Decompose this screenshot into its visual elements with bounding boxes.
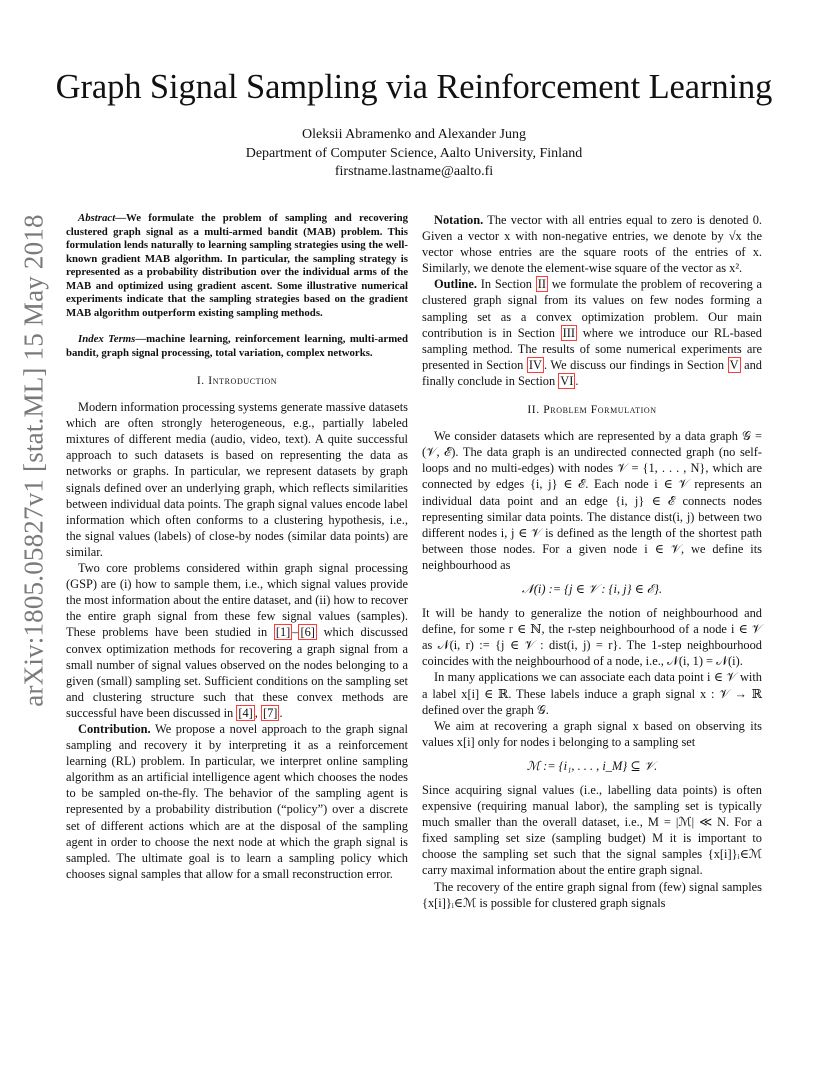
section-link-iv[interactable]: IV — [528, 357, 542, 372]
outline-text-b: we formulate the problem of recovering a clustered graph signal from its values on few nodes forming a sampling set as a convex optimization problem. Our main contribution is in Section — [422, 277, 762, 340]
notation-text: The vector with all entries equal to zero is denoted 0. Given a vector x with non-negative entries, we denote by √x the vector whose entries are the square roots of the entries of x. Similarly, we denote the element-wise square of the vector as x². — [422, 213, 762, 276]
notation-paragraph — [422, 212, 762, 276]
contribution-lead: Contribution. — [78, 721, 151, 736]
equation-neighbourhood: 𝒩(i) := {j ∈ 𝒱 : {i, j} ∈ ℰ}. — [521, 581, 663, 596]
abstract-lead: Abstract — [78, 212, 116, 224]
section-link-ii[interactable]: II — [537, 277, 546, 292]
intro-paragraph-1: Modern information processing systems generate massive datasets which are often strongly heterogeneous, e.g., partially labeled mixtures of different media (audio, video, text). A quite successful approach to such datasets is based on representing the data as networks or graphs. In particular, we represent datasets by graph signals defined over an underlying graph, which reflects similarities between individual data points. The graph signal values encode label information which often conforms to a clustering hypothesis, i.e., the signal values (labels) of close-by nodes (similar data points) are similar. — [66, 400, 408, 559]
outline-text-a: In Section — [477, 277, 536, 292]
arxiv-stamp — [4, 213, 64, 707]
arxiv-id-text: arXiv:1805.05827v1 [stat.ML] 15 May 2018 — [18, 213, 49, 707]
author-email: firstname.lastname@aalto.fi — [334, 164, 494, 179]
right-column — [422, 212, 762, 911]
outline-paragraph — [422, 276, 762, 389]
outline-text-c: where we introduce our RL-based sampling method. The results of some numerical experiments are presented in Section — [422, 325, 763, 372]
intro-p2-end: . — [279, 705, 283, 720]
citation-link-4[interactable]: [4] — [238, 705, 253, 720]
intro-paragraph-2 — [66, 560, 408, 721]
intro-p2-comma: , — [254, 705, 261, 720]
intro-p2-text-b: which discussed convex optimization methods for recovering a graph signal from a small number of signal values observed on the nodes belonging to a given (small) sampling set. Sufficient conditions on the sampling set and clustering structure such that these convex methods are successful have been discussed in — [66, 625, 408, 720]
intro-p2-text-a: Two core problems considered within graph signal processing (GSP) are (i) how to sample them, i.e., which signal values provide the most information about the entire dataset, and (ii) how to recover the entire graph signal from these few signal values (samples). These problems have been studied in — [66, 561, 408, 640]
problem-paragraph-2: It will be handy to generalize the notion of neighbourhood and define, for some r ∈ ℕ, the r-step neighbourhood of a node i ∈ 𝒱 as 𝒩(i, r) := {j ∈ 𝒱 : dist(i, j) = r}. The 1-step neighbourhood coincides with the neighbourhood of a node, i.e., 𝒩(i, 1) = 𝒩(i). — [422, 606, 762, 669]
outline-text-f: . — [575, 373, 579, 388]
section-link-iii[interactable]: III — [562, 325, 576, 340]
outline-text-e: and finally conclude in Section — [422, 357, 762, 388]
index-terms-text: —machine learning, reinforcement learning, multi-armed bandit, graph signal processing, total variation, complex networks. — [66, 333, 408, 359]
citation-link-6[interactable]: [6] — [300, 625, 315, 640]
author-names: Oleksii Abramenko and Alexander Jung — [302, 127, 526, 142]
equation-sampling-set: ℳ := {i₁, . . . , i_M} ⊆ 𝒱. — [526, 758, 658, 773]
problem-paragraph-5: Since acquiring signal values (i.e., labelling data points) is often expensive (requiring manual labor), the sampling set is typically much smaller than the overall dataset, i.e., M = |ℳ| ≪ N. For a fixed sampling set size (sampling budget) M it is important to choose the sampling set such that the signal samples {x[i]}ᵢ∈ℳ carry maximal information about the entire graph signal. — [422, 783, 762, 878]
section-link-v[interactable]: V — [729, 357, 739, 372]
contribution-text: We propose a novel approach to the graph signal sampling and recovery it by interpreting it as a reinforcement learning (RL) problem. In particular, we interpret online sampling algorithm as an artificial intelligence agent which chooses the nodes to be sampled on-the-fly. The behavior of the sampling agent is represented by a probability distribution (“policy”) over a discrete set of different actions which are at the disposal of the sampling agent in order to choose the next node at which the graph signal is sampled. The ultimate goal is to learn a sampling policy which chooses signal samples that allow for a small reconstruction error. — [66, 721, 408, 881]
author-affiliation: Department of Computer Science, Aalto University, Finland — [245, 145, 583, 161]
problem-paragraph-4: We aim at recovering a graph signal x based on observing its values x[i] only for nodes i belonging to a sampling set — [422, 718, 762, 749]
intro-p2-dash: – — [292, 625, 299, 640]
section-heading-problem-formulation: II. Problem Formulation — [527, 403, 657, 417]
author-block — [0, 126, 828, 182]
contribution-paragraph — [66, 721, 408, 882]
left-column — [66, 212, 408, 882]
citation-link-1[interactable]: [1] — [275, 625, 291, 640]
abstract — [66, 212, 408, 360]
problem-paragraph-6: The recovery of the entire graph signal from (few) signal samples {x[i]}ᵢ∈ℳ is possible for clustered graph signals — [422, 879, 762, 910]
index-terms-lead: Index Terms — [78, 333, 136, 345]
outline-lead: Outline. — [434, 277, 478, 292]
abstract-text: —We formulate the problem of sampling and recovering clustered graph signal as a multi-armed bandit (MAB) problem. This formulation lends naturally to learning sampling strategies using the well-known gradient MAB algorithm. In particular, the sampling strategy is represented as a probability distribution over the individual arms of the MAB and optimized using gradient ascent. Some illustrative numerical experiments indicate that the sampling strategies based on the gradient MAB algorithm outperform existing sampling methods. — [66, 212, 408, 319]
paper-title: Graph Signal Sampling via Reinforcement Learning — [55, 68, 773, 106]
citation-link-7[interactable]: [7] — [262, 705, 278, 720]
notation-lead: Notation. — [434, 213, 484, 227]
section-link-vi[interactable]: VI — [560, 373, 574, 388]
section-heading-introduction: I. Introduction — [196, 374, 278, 387]
problem-paragraph-1: We consider datasets which are represented by a data graph 𝒢 = (𝒱, ℰ). The data graph is an undirected connected graph (no self-loops and no multi-edges) with nodes 𝒱 = {1, . . . , N}, which are connected by edges {i, j} ∈ ℰ. Each node i ∈ 𝒱 represents an individual data point and an edge {i, j} ∈ ℰ connects nodes representing similar data points. The distance dist(i, j) between two different nodes i, j ∈ 𝒱 is defined as the length of the shortest path between those nodes. For a given node i ∈ 𝒱, we define its neighbourhood as — [422, 429, 762, 572]
problem-paragraph-3: In many applications we can associate each data point i ∈ 𝒱 with a label x[i] ∈ ℝ. These labels induce a graph signal x : 𝒱 → ℝ defined over the graph 𝒢. — [422, 670, 762, 717]
outline-text-d: . We discuss our findings in Section — [543, 357, 728, 372]
